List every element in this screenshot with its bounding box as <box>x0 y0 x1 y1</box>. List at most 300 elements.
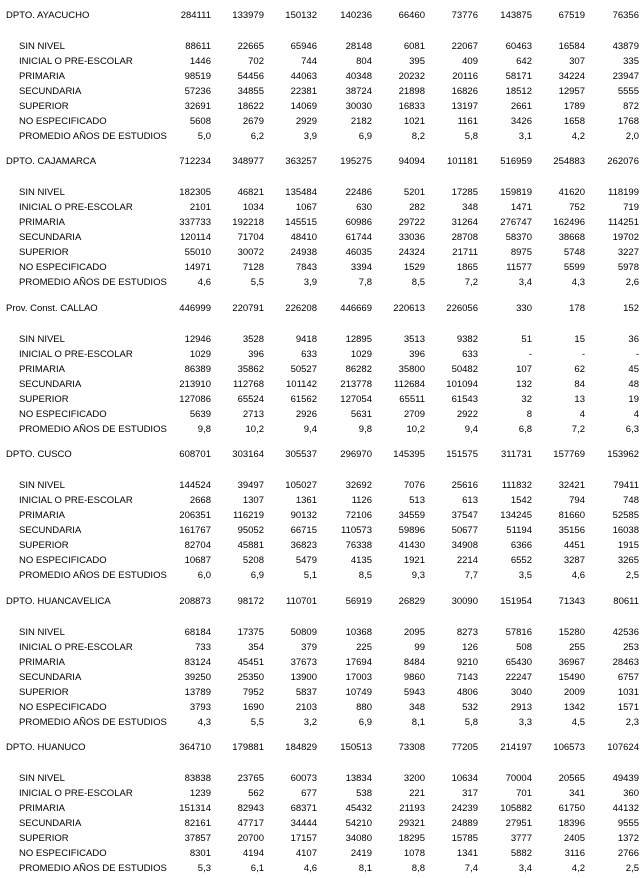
region-total-row <box>0 740 643 755</box>
table-row <box>0 407 643 422</box>
cell-value: 12895 <box>345 333 372 345</box>
cell-value: 3,4 <box>518 277 532 289</box>
cell-value: 3200 <box>403 772 425 784</box>
cell-value: 4,3 <box>571 277 585 289</box>
row-label: INICIAL O PRE-ESCOLAR <box>19 495 133 507</box>
cell-value: 24938 <box>290 247 317 259</box>
table-row <box>0 54 643 69</box>
cell-value: 220613 <box>393 302 425 314</box>
table-row <box>0 69 643 84</box>
row-label: NO ESPECIFICADO <box>19 408 107 420</box>
cell-value: 6,2 <box>250 131 264 142</box>
cell-value: 446999 <box>179 302 211 314</box>
cell-value: 52585 <box>612 510 639 522</box>
cell-value: 41430 <box>398 540 425 552</box>
cell-value: 126 <box>462 641 478 653</box>
cell-value: 794 <box>569 495 585 507</box>
cell-value: 76356 <box>612 10 639 21</box>
table-row <box>0 377 643 392</box>
cell-value: 17375 <box>237 626 264 638</box>
cell-value: 13197 <box>451 101 478 112</box>
cell-value: 34224 <box>558 71 585 82</box>
cell-value: 16038 <box>612 525 639 537</box>
table-row <box>0 801 643 816</box>
cell-value: 50482 <box>451 363 478 375</box>
cell-value: 213910 <box>179 378 211 390</box>
cell-value: 65511 <box>399 393 425 405</box>
cell-value: 2405 <box>563 832 585 844</box>
row-label: SIN NIVEL <box>19 772 65 784</box>
table-row <box>0 786 643 801</box>
cell-value: 61750 <box>558 802 585 814</box>
table-row <box>0 640 643 655</box>
cell-value: 3265 <box>617 555 639 567</box>
cell-value: 40348 <box>345 71 372 82</box>
cell-value: 221 <box>409 787 425 799</box>
cell-value: 127054 <box>340 393 372 405</box>
region-section <box>0 732 643 878</box>
cell-value: 6,9 <box>250 570 264 582</box>
cell-value: 18512 <box>505 86 532 97</box>
cell-value: 15280 <box>558 626 585 638</box>
cell-value: 354 <box>248 641 264 653</box>
cell-value: 31264 <box>451 217 478 229</box>
cell-value: 226208 <box>285 302 317 314</box>
cell-value: 112684 <box>394 378 425 390</box>
region-title: DPTO. HUANUCO <box>6 741 86 753</box>
cell-value: 9,3 <box>411 570 425 582</box>
cell-value: 114251 <box>608 217 639 229</box>
cell-value: 226056 <box>446 302 478 314</box>
table-row <box>0 553 643 568</box>
cell-value: 10749 <box>345 686 372 698</box>
cell-value: 748 <box>623 495 639 507</box>
row-label: SIN NIVEL <box>19 333 65 345</box>
cell-value: 9418 <box>295 333 317 345</box>
cell-value: 4,2 <box>571 862 585 874</box>
cell-value: 150513 <box>340 741 372 753</box>
cell-value: 9,8 <box>358 423 372 435</box>
cell-value: 29321 <box>398 817 425 829</box>
table-row <box>0 84 643 99</box>
cell-value: 86389 <box>184 363 211 375</box>
cell-value: 153962 <box>607 449 639 461</box>
cell-value: 5479 <box>295 555 317 567</box>
cell-value: 51194 <box>506 525 532 537</box>
cell-value: 86282 <box>345 363 372 375</box>
cell-value: 3040 <box>510 686 532 698</box>
row-label: PRIMARIA <box>19 363 65 375</box>
cell-value: 161767 <box>179 525 211 537</box>
cell-value: 45432 <box>345 802 372 814</box>
region-title: DPTO. HUANCAVELICA <box>6 595 111 607</box>
cell-value: 179881 <box>232 741 264 753</box>
cell-value: 30030 <box>345 101 372 112</box>
cell-value: 17003 <box>345 671 372 683</box>
cell-value: 81660 <box>558 510 585 522</box>
cell-value: 151314 <box>179 802 211 814</box>
cell-value: 60073 <box>290 772 317 784</box>
cell-value: 21711 <box>452 247 478 259</box>
cell-value: 34080 <box>345 832 372 844</box>
cell-value: 37547 <box>451 510 478 522</box>
cell-value: 880 <box>356 701 372 713</box>
cell-value: 1342 <box>563 701 585 713</box>
cell-value: 39250 <box>184 671 211 683</box>
cell-value: 3,4 <box>518 862 532 874</box>
row-label: NO ESPECIFICADO <box>19 555 107 567</box>
cell-value: 255 <box>569 641 585 653</box>
cell-value: 5599 <box>563 262 585 274</box>
table-row <box>0 185 643 200</box>
table-row <box>0 700 643 715</box>
cell-value: 32421 <box>558 480 585 492</box>
cell-value: 2009 <box>563 686 585 698</box>
table-row <box>0 771 643 786</box>
cell-value: 5,5 <box>250 716 264 728</box>
cell-value: 65430 <box>505 656 532 668</box>
cell-value: 51 <box>521 333 532 345</box>
cell-value: 1126 <box>351 495 372 507</box>
cell-value: 10,2 <box>245 423 264 435</box>
cell-value: 409 <box>462 56 478 67</box>
table-row <box>0 362 643 377</box>
row-label: SUPERIOR <box>19 686 69 698</box>
cell-value: 84 <box>574 378 585 390</box>
cell-value: 6366 <box>510 540 532 552</box>
cell-value: 1029 <box>350 348 372 360</box>
cell-value: 3793 <box>189 701 211 713</box>
cell-value: 58171 <box>505 71 532 82</box>
cell-value: 39497 <box>237 480 264 492</box>
cell-value: 18396 <box>558 817 585 829</box>
cell-value: 101142 <box>286 378 317 390</box>
cell-value: 99 <box>414 641 425 653</box>
table-row <box>0 99 643 114</box>
cell-value: 1768 <box>617 116 639 127</box>
cell-value: 2922 <box>456 408 478 420</box>
cell-value: 44063 <box>290 71 317 82</box>
cell-value: 702 <box>248 56 264 67</box>
cell-value: 21898 <box>398 86 425 97</box>
cell-value: 4,3 <box>197 716 211 728</box>
cell-value: 76338 <box>345 540 372 552</box>
cell-value: 8,8 <box>411 862 425 874</box>
region-total-row <box>0 594 643 609</box>
row-label: SIN NIVEL <box>19 626 65 638</box>
cell-value: 8,5 <box>411 277 425 289</box>
cell-value: 7,7 <box>464 570 478 582</box>
cell-value: 7,2 <box>464 277 478 289</box>
cell-value: 1021 <box>403 116 425 127</box>
cell-value: 16584 <box>558 41 585 52</box>
region-title: DPTO. AYACUCHO <box>6 10 90 21</box>
cell-value: 5,3 <box>197 862 211 874</box>
cell-value: 1571 <box>617 701 639 713</box>
cell-value: 20700 <box>237 832 264 844</box>
cell-value: 4194 <box>242 847 264 859</box>
row-label: PROMEDIO AÑOS DE ESTUDIOS <box>19 277 167 289</box>
cell-value: 13834 <box>345 772 372 784</box>
cell-value: 2095 <box>403 626 425 638</box>
cell-value: 16826 <box>451 86 478 97</box>
cell-value: 19702 <box>612 232 639 244</box>
cell-value: 106573 <box>553 741 585 753</box>
cell-value: 4,6 <box>571 570 585 582</box>
cell-value: 4451 <box>563 540 585 552</box>
cell-value: 35800 <box>398 363 425 375</box>
cell-value: 13 <box>574 393 585 405</box>
cell-value: 120114 <box>180 232 211 244</box>
row-label: SUPERIOR <box>19 393 69 405</box>
row-label: SECUNDARIA <box>19 671 82 683</box>
cell-value: 5,0 <box>197 131 211 142</box>
table-row <box>0 508 643 523</box>
cell-value: 1542 <box>510 495 532 507</box>
cell-value: 8273 <box>456 626 478 638</box>
cell-value: 33036 <box>398 232 425 244</box>
cell-value: 21193 <box>399 802 425 814</box>
cell-value: 22486 <box>345 187 372 199</box>
cell-value: 15490 <box>558 671 585 683</box>
cell-value: 5639 <box>189 408 211 420</box>
cell-value: 3227 <box>617 247 639 259</box>
cell-value: 8484 <box>403 656 425 668</box>
cell-value: 2214 <box>456 555 478 567</box>
cell-value: 5,1 <box>303 570 317 582</box>
cell-value: 127086 <box>179 393 211 405</box>
cell-value: 1307 <box>242 495 264 507</box>
cell-value: 8301 <box>189 847 211 859</box>
cell-value: 395 <box>409 56 425 67</box>
cell-value: 24239 <box>451 802 478 814</box>
cell-value: 28148 <box>345 41 372 52</box>
cell-value: 7,2 <box>571 423 585 435</box>
cell-value: 2101 <box>189 202 211 214</box>
cell-value: 3513 <box>403 333 425 345</box>
table-row <box>0 347 643 362</box>
cell-value: 8975 <box>510 247 532 259</box>
cell-value: 2929 <box>295 116 317 127</box>
cell-value: 5631 <box>350 408 372 420</box>
cell-value: 8,5 <box>358 570 372 582</box>
cell-value: 872 <box>623 101 639 112</box>
table-row <box>0 685 643 700</box>
cell-value: 3,5 <box>518 570 532 582</box>
region-total-row <box>0 8 643 23</box>
cell-value: 337733 <box>179 217 211 229</box>
cell-value: 54210 <box>345 817 372 829</box>
cell-value: 19 <box>628 393 639 405</box>
cell-value: 42536 <box>612 626 639 638</box>
cell-value: 8,2 <box>411 131 425 142</box>
row-label: INICIAL O PRE-ESCOLAR <box>19 787 133 799</box>
cell-value: 633 <box>301 348 317 360</box>
cell-value: 15 <box>574 333 585 345</box>
cell-value: 98519 <box>184 71 211 82</box>
cell-value: 7,4 <box>464 862 478 874</box>
cell-value: 182305 <box>179 187 211 199</box>
cell-value: 2713 <box>242 408 264 420</box>
row-label: INICIAL O PRE-ESCOLAR <box>19 348 133 360</box>
row-label: NO ESPECIFICADO <box>19 116 107 127</box>
row-label: PRIMARIA <box>19 802 65 814</box>
cell-value: 254883 <box>553 156 585 168</box>
cell-value: 66460 <box>398 10 425 21</box>
row-label: PROMEDIO AÑOS DE ESTUDIOS <box>19 862 167 874</box>
cell-value: 1915 <box>617 540 639 552</box>
cell-value: 348 <box>462 202 478 214</box>
cell-value: 633 <box>462 348 478 360</box>
region-section <box>0 439 643 585</box>
cell-value: 72106 <box>345 510 372 522</box>
cell-value: 5,5 <box>250 277 264 289</box>
cell-value: 73776 <box>451 10 478 21</box>
cell-value: 82943 <box>237 802 264 814</box>
cell-value: 57816 <box>505 626 532 638</box>
cell-value: 159819 <box>500 187 532 199</box>
row-label: SUPERIOR <box>19 832 69 844</box>
cell-value: 719 <box>623 202 639 214</box>
cell-value: 2766 <box>617 847 639 859</box>
cell-value: 35156 <box>558 525 585 537</box>
cell-value: 162496 <box>553 217 585 229</box>
cell-value: 3,9 <box>303 277 317 289</box>
cell-value: 330 <box>516 302 532 314</box>
cell-value: 192218 <box>232 217 264 229</box>
cell-value: 2668 <box>189 495 211 507</box>
table-row <box>0 568 643 583</box>
cell-value: 111832 <box>501 480 532 492</box>
row-label: PROMEDIO AÑOS DE ESTUDIOS <box>19 131 167 142</box>
cell-value: 516959 <box>500 156 532 168</box>
cell-value: - <box>581 348 585 360</box>
table-row <box>0 816 643 831</box>
cell-value: 1789 <box>563 101 585 112</box>
cell-value: 23947 <box>612 71 639 82</box>
cell-value: 157769 <box>553 449 585 461</box>
row-label: SUPERIOR <box>19 540 69 552</box>
table-row <box>0 422 643 437</box>
cell-value: 1034 <box>242 202 264 214</box>
cell-value: 30072 <box>237 247 264 259</box>
cell-value: 5,8 <box>464 716 478 728</box>
cell-value: 22067 <box>451 41 478 52</box>
cell-value: 34444 <box>290 817 317 829</box>
cell-value: 34855 <box>237 86 264 97</box>
cell-value: 10368 <box>345 626 372 638</box>
cell-value: 10687 <box>184 555 211 567</box>
region-section <box>0 0 643 146</box>
cell-value: 90132 <box>290 510 317 522</box>
region-title: DPTO. CAJAMARCA <box>6 156 97 168</box>
table-row <box>0 129 643 144</box>
cell-value: 49439 <box>612 772 639 784</box>
row-label: SECUNDARIA <box>19 378 82 390</box>
cell-value: 513 <box>409 495 425 507</box>
cell-value: 29722 <box>398 217 425 229</box>
cell-value: 1341 <box>456 847 478 859</box>
cell-value: 68184 <box>184 626 211 638</box>
cell-value: 2,6 <box>625 277 639 289</box>
cell-value: 59896 <box>398 525 425 537</box>
cell-value: 3777 <box>510 832 532 844</box>
cell-value: 70004 <box>505 772 532 784</box>
cell-value: 73308 <box>398 741 425 753</box>
cell-value: 23765 <box>237 772 264 784</box>
cell-value: 101094 <box>446 378 478 390</box>
cell-value: 608701 <box>179 449 211 461</box>
cell-value: 15785 <box>451 832 478 844</box>
cell-value: 4806 <box>456 686 478 698</box>
cell-value: 2679 <box>242 116 264 127</box>
cell-value: 144524 <box>179 480 211 492</box>
cell-value: 151575 <box>446 449 478 461</box>
cell-value: 43879 <box>612 41 639 52</box>
cell-value: 2709 <box>403 408 425 420</box>
row-label: PROMEDIO AÑOS DE ESTUDIOS <box>19 423 167 435</box>
cell-value: 538 <box>356 787 372 799</box>
cell-value: 71704 <box>237 232 264 244</box>
cell-value: 701 <box>516 787 532 799</box>
cell-value: 45451 <box>237 656 264 668</box>
cell-value: 16833 <box>398 101 425 112</box>
cell-value: 9,4 <box>303 423 317 435</box>
cell-value: 5208 <box>242 555 264 567</box>
table-row <box>0 625 643 640</box>
cell-value: 317 <box>462 787 478 799</box>
table-row <box>0 670 643 685</box>
row-label: INICIAL O PRE-ESCOLAR <box>19 56 133 67</box>
cell-value: 7,8 <box>358 277 372 289</box>
cell-value: 105027 <box>285 480 317 492</box>
cell-value: 24324 <box>398 247 425 259</box>
cell-value: 3287 <box>563 555 585 567</box>
cell-value: 22381 <box>290 86 317 97</box>
cell-value: 5943 <box>403 686 425 698</box>
cell-value: 36823 <box>290 540 317 552</box>
cell-value: 20565 <box>558 772 585 784</box>
cell-value: 80611 <box>613 595 639 607</box>
cell-value: 1446 <box>189 56 211 67</box>
cell-value: 10634 <box>451 772 478 784</box>
cell-value: 360 <box>623 787 639 799</box>
cell-value: 8,1 <box>411 716 425 728</box>
cell-value: 50809 <box>290 626 317 638</box>
cell-value: 348977 <box>232 156 264 168</box>
cell-value: 6,9 <box>358 716 372 728</box>
cell-value: 110701 <box>286 595 317 607</box>
cell-value: 46035 <box>345 247 372 259</box>
cell-value: 4 <box>579 408 585 420</box>
row-label: SUPERIOR <box>19 101 69 112</box>
cell-value: 60986 <box>345 217 372 229</box>
cell-value: 4,6 <box>197 277 211 289</box>
cell-value: 3426 <box>510 116 532 127</box>
table-row <box>0 114 643 129</box>
cell-value: 379 <box>301 641 317 653</box>
row-label: NO ESPECIFICADO <box>19 262 107 274</box>
cell-value: 26829 <box>398 595 425 607</box>
cell-value: 2,5 <box>625 570 639 582</box>
cell-value: 5,8 <box>464 131 478 142</box>
row-label: PRIMARIA <box>19 71 65 82</box>
row-label: SIN NIVEL <box>19 41 65 52</box>
cell-value: 36967 <box>558 656 585 668</box>
cell-value: 311731 <box>501 449 532 461</box>
region-section <box>0 586 643 732</box>
cell-value: 225 <box>356 641 372 653</box>
